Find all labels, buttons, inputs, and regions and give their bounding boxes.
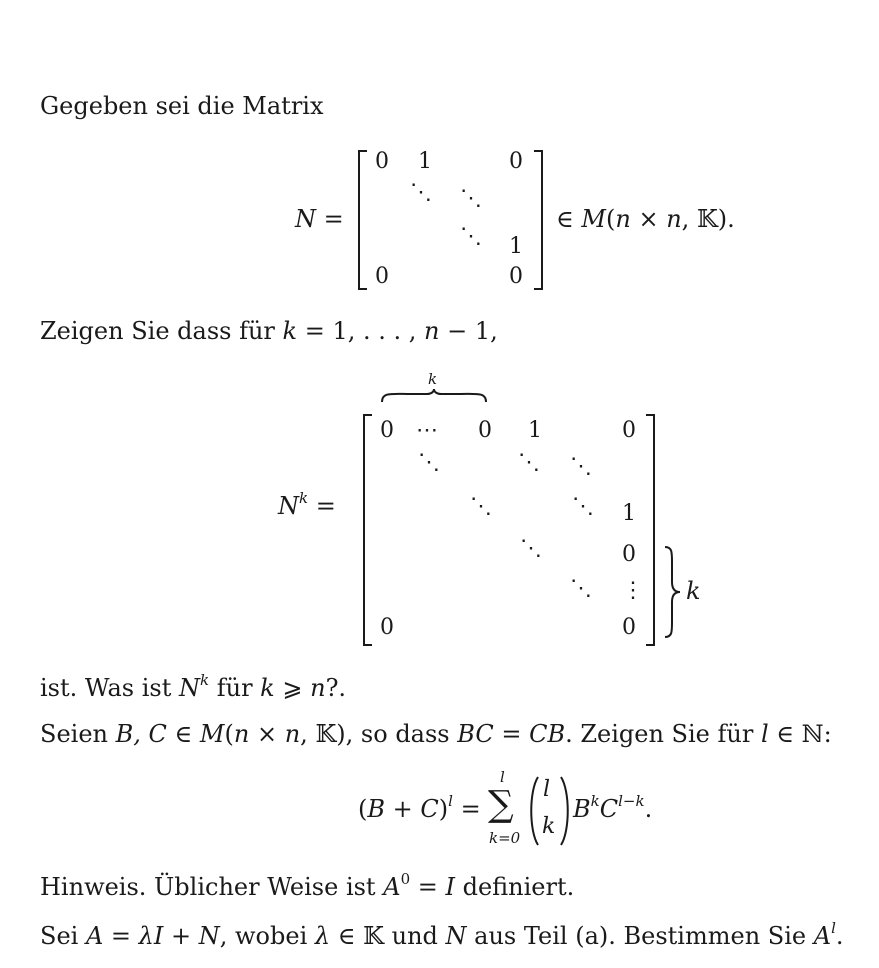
matrix-nk-cell: 0	[478, 418, 492, 443]
matrix-nk-ddots: ⋱	[520, 536, 542, 561]
side-brace-label: k	[686, 577, 701, 605]
binom-left-paren	[527, 776, 539, 846]
matrix-nk-ddots: ⋱	[418, 450, 440, 475]
matrix-nk-cell: 0	[622, 418, 636, 443]
matrix-nk-left-bracket	[362, 414, 374, 646]
matrix-nk-cell: 0	[622, 542, 636, 567]
matrix-nk-cell: 0	[380, 418, 394, 443]
matrix-nk-ddots: ⋱	[572, 494, 594, 519]
matrix-n-rhs: ∈ M(n × n, 𝕂).	[556, 205, 735, 233]
claim-text: Zeigen Sie dass für k = 1, . . . , n − 1,	[40, 317, 498, 345]
sum-symbol: ∑	[488, 784, 514, 825]
matrix-n-ddots: ⋱	[460, 224, 482, 249]
question-text: ist. Was ist $N^k$ für k ⩾ n?.	[40, 671, 347, 702]
sum-lower-limit: k=0	[489, 829, 521, 847]
top-overbrace	[381, 388, 487, 404]
matrix-n-lhs: N =	[295, 205, 344, 233]
top-brace-label: k	[428, 370, 438, 388]
hint-text: Hinweis. Üblicher Weise ist $A^0 = I$ definiert.	[40, 870, 575, 901]
side-brace	[664, 546, 682, 638]
final-text: Sei A = λI + N, wobei λ ∈ 𝕂 und N aus Teil (a). Bestimmen Sie $A^l$.	[40, 919, 844, 950]
matrix-nk-cell: 0	[622, 615, 636, 640]
matrix-n-cell: 1	[509, 234, 523, 259]
matrix-n-cell: 0	[375, 149, 389, 174]
sum-upper-limit: l	[500, 768, 505, 786]
commute-text: Seien B, C ∈ M(n × n, 𝕂), so dass BC = CB. Zeigen Sie für l ∈ ℕ:	[40, 720, 832, 748]
matrix-nk-cell: ⋯	[416, 418, 438, 443]
matrix-n-ddots: ⋱	[410, 180, 432, 205]
matrix-nk-cell: 1	[622, 501, 636, 526]
matrix-n-cell: 0	[375, 264, 389, 289]
matrix-nk-lhs: $N^k$ =	[278, 489, 336, 520]
matrix-n-ddots: ⋱	[460, 186, 482, 211]
matrix-nk-right-bracket	[644, 414, 656, 646]
binomial-rhs: $B^kC^{l-k}$.	[573, 792, 653, 823]
binom-top: l	[543, 777, 551, 802]
matrix-n-left-bracket	[357, 150, 369, 290]
matrix-nk-cell: 0	[380, 615, 394, 640]
binom-bottom: k	[542, 814, 556, 839]
matrix-n-cell: 1	[418, 149, 432, 174]
matrix-nk-vdots: ⋮	[622, 578, 644, 603]
matrix-nk-ddots: ⋱	[570, 454, 592, 479]
matrix-nk-ddots: ⋱	[570, 576, 592, 601]
matrix-nk-ddots: ⋱	[518, 450, 540, 475]
binomial-lhs: $(B + C)^l$ =	[358, 792, 481, 823]
matrix-n-right-bracket	[532, 150, 544, 290]
binom-right-paren	[560, 776, 572, 846]
intro-text: Gegeben sei die Matrix	[40, 92, 324, 120]
matrix-nk-ddots: ⋱	[470, 494, 492, 519]
matrix-nk-cell: 1	[528, 418, 542, 443]
matrix-n-cell: 0	[509, 149, 523, 174]
matrix-n-cell: 0	[509, 264, 523, 289]
